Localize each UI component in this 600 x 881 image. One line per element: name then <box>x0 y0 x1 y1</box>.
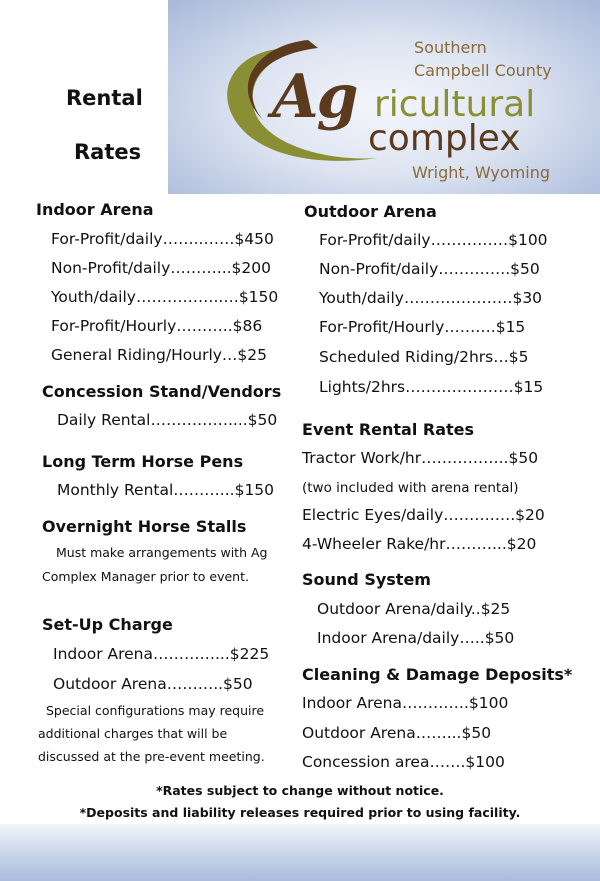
footer-background <box>0 824 600 881</box>
logo <box>168 0 600 194</box>
logo-line1: Southern <box>414 38 487 57</box>
list-item: Indoor Arena………….$100 <box>302 694 509 712</box>
list-item: Youth/daily……………..…$150 <box>51 288 279 306</box>
list-item: Scheduled Riding/2hrs…$5 <box>319 348 529 366</box>
logo-ricultural: ricultural <box>374 84 536 125</box>
logo-complex: complex <box>368 118 521 159</box>
footer-note-deposits: *Deposits and liability releases required prior to using facility. <box>79 805 521 820</box>
outdoor-arena-title: Outdoor Arena <box>304 202 437 221</box>
list-item: Tractor Work/hr……………..$50 <box>302 449 539 467</box>
stalls-title: Overnight Horse Stalls <box>42 517 247 536</box>
stalls-note-line2: Complex Manager prior to event. <box>42 569 249 584</box>
list-item: For-Profit/Hourly………..$86 <box>51 317 263 335</box>
list-item: Lights/2hrs…………………$15 <box>319 378 544 396</box>
setup-note-line1: Special configurations may require <box>46 703 265 718</box>
list-item: Concession area…….$100 <box>302 753 505 771</box>
list-item: Outdoor Arena……...$50 <box>302 724 492 742</box>
page-title-line2: Rates <box>74 140 142 164</box>
cleaning-deposits-title: Cleaning & Damage Deposits* <box>302 665 573 684</box>
indoor-arena-title: Indoor Arena <box>36 200 154 219</box>
setup-note-line3: discussed at the pre-event meeting. <box>38 749 265 764</box>
list-item: Indoor Arena…………...$225 <box>53 645 270 663</box>
page-title-line1: Rental <box>66 86 143 110</box>
list-item: Monthly Rental………...$150 <box>57 481 275 499</box>
list-item: 4-Wheeler Rake/hr………...$20 <box>302 535 537 553</box>
logo-location: Wright, Wyoming <box>412 163 550 182</box>
event-rental-title: Event Rental Rates <box>302 420 475 439</box>
logo-line2: Campbell County <box>414 61 552 80</box>
logo-ag: Ag <box>272 62 357 132</box>
list-item: Non-Profit/daily…………..$50 <box>319 260 540 278</box>
concession-title: Concession Stand/Vendors <box>42 382 282 401</box>
list-item: General Riding/Hourly…$25 <box>51 346 268 364</box>
list-item: For-Profit/Hourly……….$15 <box>319 318 526 336</box>
list-item: For-Profit/daily……..……$450 <box>51 230 274 248</box>
list-item: For-Profit/daily……………$100 <box>319 231 548 249</box>
horse-pens-title: Long Term Horse Pens <box>42 452 244 471</box>
stalls-note-line1: Must make arrangements with Ag <box>56 545 268 560</box>
event-note: (two included with arena rental) <box>302 480 519 496</box>
sound-system-title: Sound System <box>302 570 431 589</box>
list-item: Electric Eyes/daily……….….$20 <box>302 506 545 524</box>
list-item: Non-Profit/daily………...$200 <box>51 259 271 277</box>
list-item: Indoor Arena/daily…..$50 <box>317 629 515 647</box>
footer-note-rates: *Rates subject to change without notice. <box>156 783 444 798</box>
setup-title: Set-Up Charge <box>42 615 173 634</box>
list-item: Daily Rental……………....$50 <box>57 411 278 429</box>
list-item: Outdoor Arena/daily..$25 <box>317 600 511 618</box>
list-item: Youth/daily…………………$30 <box>319 289 543 307</box>
list-item: Outdoor Arena………..$50 <box>53 675 253 693</box>
setup-note-line2: additional charges that will be <box>38 726 228 741</box>
